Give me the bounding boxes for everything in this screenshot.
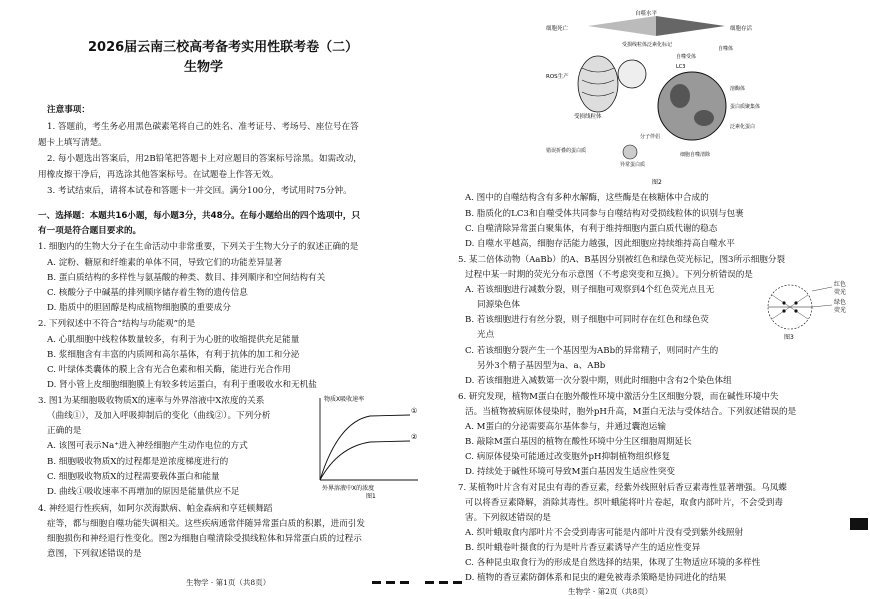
fig2-lc3: LC3	[676, 64, 686, 70]
question-stem: 3. 图1为某细胞吸收物质X的速率与外界溶液中X浓度的关系	[38, 396, 265, 406]
question-option: C. 核酸分子中碱基的排列顺序储存着生物的遗传信息	[47, 288, 248, 298]
right-page	[440, 0, 870, 599]
notice-heading: 注意事项：	[47, 105, 90, 115]
fig2-inner-agg	[694, 110, 714, 126]
question-stem: 7. 某植物叶片含有对昆虫有毒的香豆素，经紫外线照射后香豆素毒性显著增强。乌凤蝶	[458, 483, 787, 493]
question-option: D. 曲线①吸收速率不再增加的原因是能量供应不足	[47, 487, 240, 497]
question-option: C. 各种昆虫取食行为的形成是自然选择的结果，体现了生物适应环境的多样性	[465, 558, 761, 568]
fig3-dot	[794, 309, 797, 312]
page-footer-right: 生物学 · 第2页（共8页）	[568, 587, 653, 596]
fig1-caption: 图1	[366, 493, 376, 500]
fig2-gradient-left	[588, 16, 656, 36]
fig2-misfolded-shape	[623, 145, 637, 159]
section-heading: 有一项是符合题目要求的。	[38, 226, 142, 236]
question-option: A. 淀粉、糖原和纤维素的单体不同，导致它们的功能差异显著	[47, 258, 283, 268]
question-stem: 害。下列叙述错误的是	[465, 513, 551, 523]
fig3-label-red: 红色	[834, 281, 847, 288]
figure-3	[760, 277, 865, 342]
question-option: A. 心肌细胞中线粒体数量较多，有利于为心脏的收缩提供充足能量	[47, 335, 300, 345]
fig3-label-red2: 荧光	[834, 289, 847, 296]
fig1-xlabel: 外界溶液中X的浓度	[322, 485, 375, 492]
fig2-caption: 图2	[652, 179, 662, 186]
fig2-inner-mito	[670, 84, 690, 108]
fig2-protein-agg: 蛋白质聚集体	[730, 104, 761, 110]
fig3-label-green2: 荧光	[834, 307, 847, 314]
question-stem: 活。当植物被病原体侵染时，胞外pH升高，M蛋白无法与受体结合。下列叙述错误的是	[465, 407, 797, 417]
footer-mark	[386, 581, 395, 584]
exam-title: 2026届云南三校高考备考实用性联考卷（二）	[88, 40, 359, 55]
question-option: A. 图中的自噬结构含有多种水解酶，这些酶是在核糖体中合成的	[465, 193, 709, 203]
question-option: C. 叶绿体类囊体的膜上含有光合色素和相关酶，能进行光合作用	[47, 365, 291, 375]
fig2-top-center: 自噬水平	[635, 11, 658, 17]
fig3-caption: 图3	[784, 334, 794, 341]
notice-line: 3. 考试结束后，请将本试卷和答题卡一并交回。满分100分，考试用时75分钟。	[47, 186, 352, 196]
question-option: C. 自噬清除异常蛋白聚集体，有利于维持细胞内蛋白质代谢的稳态	[465, 224, 718, 234]
question-option: B. 细胞吸收物质X的过程都是逆浓度梯度进行的	[47, 457, 229, 467]
footer-mark	[425, 581, 434, 584]
fig3-dot	[782, 309, 785, 312]
question-stem: 可以将香豆素降解，消除其毒性。织叶蛾能将叶片卷起，取食内部叶片，不会受到毒	[465, 498, 783, 508]
question-option: C. 病原体侵染可能通过改变胞外pH抑制植物组织修复	[465, 452, 671, 462]
question-option: B. 敲除M蛋白基因的植物在酸性环境中分生区细胞周期延长	[465, 437, 692, 447]
footer-mark	[400, 581, 409, 584]
fig2-autophagosome: 自噬体	[718, 46, 734, 52]
page-footer-left: 生物学 · 第1页（共8页）	[186, 578, 271, 587]
question-option: D. 若该细胞进入减数第一次分裂中期，则此时细胞中含有2个染色体组	[465, 376, 732, 386]
figure-2	[540, 6, 770, 188]
question-option: D. 植物的香豆素防御体系和昆虫的避免被毒杀策略是协同进化的结果	[465, 573, 727, 583]
fig3-dot	[782, 301, 785, 304]
fig2-abnormal: 异常蛋白质	[620, 162, 646, 168]
fig3-label-green: 绿色	[834, 299, 847, 306]
fig2-clearance: 细胞自噬清除	[680, 152, 711, 158]
question-option: B. 织叶蛾卷叶摄食的行为是叶片香豆素诱导产生的适应性变异	[465, 543, 701, 553]
subject-title: 生物学	[184, 60, 224, 75]
figure-1	[310, 392, 425, 500]
question-option: B. 浆细胞含有丰富的内质网和高尔基体，有利于抗体的加工和分泌	[47, 350, 300, 360]
question-option: C. 若该细胞分裂产生一个基因型为ABb的异常精子，则同时产生的	[465, 346, 719, 356]
question-option: B. 蛋白质结构的多样性与氨基酸的种类、数目、排列顺序和空间结构有关	[47, 273, 326, 283]
fig2-adaptor: 自噬受体	[676, 54, 697, 60]
fig2-lysosome-fusion	[658, 72, 726, 140]
fig2-chaperone: 分子伴侣	[640, 134, 661, 140]
fig2-ros: ROS生产	[546, 74, 569, 80]
question-stem: 意图，下列叙述错误的是	[47, 549, 142, 559]
footer-mark	[372, 581, 381, 584]
question-option: D. 脂质中的胆固醇是构成植物细胞膜的重要成分	[47, 303, 231, 313]
notice-line: 题卡上填写清楚。	[38, 138, 107, 148]
fig2-ub-protein: 泛素化蛋白	[730, 124, 756, 130]
fig2-tagged-mito	[618, 60, 646, 88]
fig2-damaged-mito: 受损线粒体	[574, 114, 602, 120]
question-option: 另外3个精子基因型为a、a、ABb	[477, 361, 606, 371]
question-option: B. 脂质化的LC3和自噬受体共同参与自噬结构对受损线粒体的识别与包裹	[465, 209, 744, 219]
question-stem: 症等，都与细胞自噬功能失调相关。这些疾病通常伴随异常蛋白质的积累，进而引发	[47, 519, 365, 529]
fig1-curve1-label: ①	[411, 407, 418, 415]
fig1-curve-1	[320, 415, 410, 480]
fig1-ylabel: 物质X吸收速率	[324, 396, 365, 403]
fig2-gradient-right	[656, 16, 725, 36]
question-option: A. 织叶蛾取食内部叶片不会受到毒害可能是内部叶片没有受到紫外线照射	[465, 528, 744, 538]
fig2-top-right: 细胞存活	[730, 26, 753, 32]
question-option: D. 肾小管上皮细胞细胞膜上有较多转运蛋白，有利于重吸收水和无机盐	[47, 380, 317, 390]
question-stem: 细胞损伤和神经退行性变化。图2为细胞自噬清除受损线粒体和异常蛋白质的过程示	[47, 534, 362, 544]
notice-line: 1. 答题前，考生务必用黑色碳素笔将自己的姓名、准考证号、考场号、座位号在答	[47, 122, 359, 132]
question-stem: 4. 神经退行性疾病，如阿尔茨海默病、帕金森病和亨廷顿舞蹈	[38, 504, 273, 514]
question-option: D. 持续处于碱性环境可导致M蛋白基因发生适应性突变	[465, 467, 675, 477]
fig2-misfolded: 错误折叠的蛋白质	[546, 148, 587, 154]
question-stem: 5. 某二倍体动物（AaBb）的A、B基因分别被红色和绿色荧光标记，图3所示细胞分裂	[458, 255, 786, 265]
section-heading: 一、选择题：本题共16小题，每小题3分，共48分。在每小题给出的四个选项中，只	[38, 211, 361, 221]
fig2-top-left: 细胞死亡	[546, 26, 569, 32]
notice-line: 用橡皮擦干净后，再选涂其他答案标号。在试题卷上作答无效。	[38, 170, 279, 180]
question-option: C. 细胞吸收物质X的过程需要载体蛋白和能量	[47, 472, 220, 482]
question-stem: （曲线①），及加入呼吸抑制后的变化（曲线②）。下列分析	[47, 411, 271, 421]
notice-line: 2. 每小题选出答案后，用2B铅笔把答题卡上对应题目的答案标号涂黑。如需改动，	[47, 154, 362, 164]
fig1-curve2-label: ②	[411, 433, 418, 441]
question-option: A. M蛋白的分泌需要高尔基体参与，并通过囊泡运输	[465, 422, 666, 432]
question-option: 同源染色体	[477, 300, 520, 310]
fig2-lysosome: 溶酶体	[730, 86, 746, 92]
question-option: 光点	[477, 330, 495, 340]
question-option: A. 该图可表示Na⁺进入神经细胞产生动作电位的方式	[47, 441, 248, 451]
fig3-dot	[794, 301, 797, 304]
fig2-mito-ubiq: 受损线粒体泛素化标记	[622, 42, 673, 48]
question-option: D. 自噬水平越高，细胞存活能力越强，因此细胞应持续维持高自噬水平	[465, 239, 735, 249]
question-stem: 6. 研究发现，植物M蛋白在胞外酸性环境中激活分生区细胞分裂，而在碱性环境中失	[458, 392, 779, 402]
question-option: A. 若该细胞进行减数分裂，则子细胞可观察到4个红色荧光点且无	[465, 285, 715, 295]
question-option: B. 若该细胞进行有丝分裂，则子细胞中可同时存在红色和绿色荧	[465, 315, 709, 325]
question-stem: 正确的是	[47, 426, 82, 436]
question-stem: 1. 细胞内的生物大分子在生命活动中非常重要，下列关于生物大分子的叙述正确的是	[38, 242, 359, 252]
question-stem: 2. 下列叙述中不符合“结构与功能观”的是	[38, 319, 196, 329]
question-stem: 过程中某一时期的荧光分布示意图（不考虑突变和互换）。下列分析错误的是	[465, 270, 753, 280]
